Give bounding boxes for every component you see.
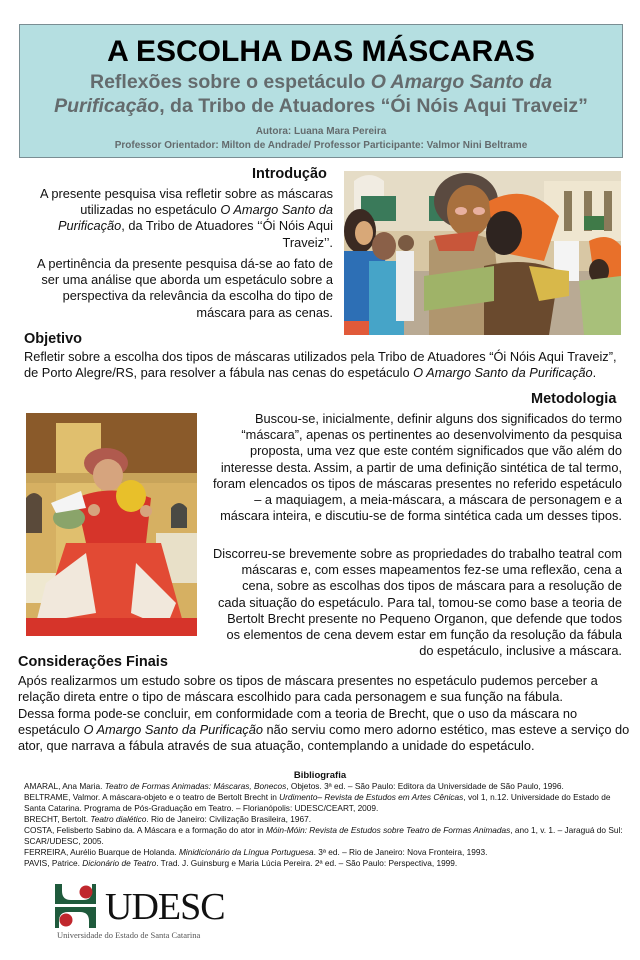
- text: , ano 1, v. 1. – Jaraguá do Sul: SCAR/UDESC, 2005.: [24, 825, 623, 846]
- heading-consideracoes-finais: Considerações Finais: [18, 654, 168, 670]
- photo-illustration: [26, 413, 197, 636]
- text: FERREIRA, Aurélio Buarque de Holanda.: [24, 847, 179, 857]
- work-title: Móin-Móin: Revista de Estudos sobre Teatro de Formas Animadas: [265, 825, 511, 835]
- text: , vol 1, n.12. Universidade do Estado de Santa Catarina. Programa de Pós-Graduação em Teatro. – Florianópolis: UDESC/CEART, 2009.: [24, 792, 611, 813]
- text: AMARAL, Ana Maria.: [24, 781, 105, 791]
- poster-title: A ESCOLHA DAS MÁSCARAS: [107, 35, 535, 68]
- text: , Objetos. 3ª ed. – São Paulo: Editora da Universidade de São Paulo, 1996.: [286, 781, 564, 791]
- objetivo-paragraph: [24, 349, 624, 381]
- play-title: O Amargo Santo da Purificação: [83, 722, 263, 738]
- text: Dessa forma pode-se concluir, em conformidade com a teoria de Brecht, que o uso da máscara no espetáculo: [18, 706, 578, 738]
- heading-introducao: Introdução: [252, 166, 327, 182]
- introducao-paragraph-2: A pertinência da presente pesquisa dá-se ao fato de ser uma análise que aborda um espetáculo sobre a perspectiva da relevância da escolha do tipo de máscara para as cenas.: [37, 256, 333, 320]
- bibliography-entry: [24, 847, 624, 858]
- subtitle-text-2: , da Tribo de Atuadores “Ói Nóis Aqui Traveiz”: [159, 95, 588, 117]
- subtitle-play-title-2: Purificação: [54, 95, 160, 117]
- advisors-line: Professor Orientador: Milton de Andrade/ Professor Participante: Valmor Nini Beltrame: [114, 140, 528, 151]
- bibliography-entry: [24, 792, 624, 814]
- poster-subtitle: [20, 70, 622, 118]
- udesc-emblem-icon: [55, 884, 99, 928]
- text: , da Tribo de Atuadores ‘‘Ói Nóis Aqui Traveiz’’.: [121, 218, 333, 250]
- red-costume-performer-photo: [26, 413, 197, 636]
- bibliography-entry: [24, 858, 624, 869]
- text: BRECHT, Bertolt.: [24, 814, 91, 824]
- work-title: Urdimento– Revista de Estudos em Artes Cênicas: [279, 792, 464, 802]
- text: Refletir sobre a escolha dos tipos de máscaras utilizados pela Tribo de Atuadores “Ói Nóis Aqui Traveiz”, de Porto Alegre/RS, para resolver a fábula nas cenas do espetáculo: [24, 349, 617, 381]
- text: . 3ª ed. – Rio de Janeiro: Nova Fronteira, 1993.: [313, 847, 488, 857]
- work-title: Teatro de Formas Animadas: Máscaras, Bonecos: [104, 781, 287, 791]
- metodologia-paragraph-2: Discorreu-se brevemente sobre as propriedades do trabalho teatral com máscaras e, com esses mapeamentos fez-se uma reflexão, cena a cena, sobre as escolhas dos tipos de máscara para a resolução de cada situação do espetáculo. Para tal, tomou-se como base a teoria de Bertolt Brecht presente no Pequeno Organon, que defende que todos os elementos de cena devem estar em função da resolução da fábula do espetáculo, inclusive a máscara.: [212, 546, 622, 659]
- heading-bibliografia: Bibliografia: [293, 770, 347, 781]
- photo-illustration: [344, 171, 621, 335]
- udesc-wordmark: UDESC: [105, 886, 225, 928]
- work-title: Teatro dialético: [90, 814, 147, 824]
- text: A presente pesquisa visa refletir sobre as máscaras utilizadas no espetáculo: [39, 186, 333, 218]
- udesc-full-name: Universidade do Estado de Santa Catarina: [57, 930, 201, 940]
- subtitle-text: Reflexões sobre o espetáculo: [90, 71, 371, 93]
- heading-objetivo: Objetivo: [24, 331, 83, 347]
- subtitle-play-title: O Amargo Santo da: [370, 71, 552, 93]
- text: . Trad. J. Guinsburg e Maria Lúcia Pereira. 2ª ed. – São Paulo: Perspectiva, 1999.: [156, 858, 458, 868]
- consideracoes-paragraph-2: [18, 706, 630, 755]
- text: BELTRAME, Valmor. A máscara-objeto e o teatro de Bertolt Brecht in: [24, 792, 280, 802]
- text: não serviu como mero adorno estético, mas esteve a serviço do ator, que narrava a fábula através de sua atuação, contemplando a unidade do espetáculo.: [18, 722, 630, 754]
- heading-metodologia: Metodologia: [531, 391, 617, 407]
- author-line: Autora: Luana Mara Pereira: [255, 126, 387, 137]
- bibliography-entry: [24, 814, 624, 825]
- poster-header: [19, 24, 623, 158]
- text: PAVIS, Patrice.: [24, 858, 83, 868]
- masked-performers-photo: [344, 171, 621, 335]
- text: .: [592, 365, 597, 381]
- work-title: Dicionário de Teatro: [82, 858, 157, 868]
- bibliography-entry: [24, 825, 624, 847]
- introducao-paragraph-1: [18, 186, 333, 251]
- consideracoes-paragraph-1: Após realizarmos um estudo sobre os tipos de máscara presentes no espetáculo pudemos perceber a relação direta entre o tipo de máscara escolhido para cada personagem e sua função na fábula.: [18, 673, 598, 705]
- play-title: O Amargo Santo da Purificação: [57, 202, 333, 234]
- bibliography-list: [24, 781, 624, 869]
- work-title: Minidicionário da Língua Portuguesa: [178, 847, 314, 857]
- bibliography-entry: [24, 781, 624, 792]
- text: COSTA, Felisberto Sabino da. A Máscara e a formação do ator in: [24, 825, 266, 835]
- text: . Rio de Janeiro: Civilização Brasileira, 1967.: [146, 814, 312, 824]
- play-title: O Amargo Santo da Purificação: [413, 365, 593, 381]
- metodologia-paragraph-1: Buscou-se, inicialmente, definir alguns dos significados do termo “máscara”, apenas os pertinentes ao desenvolvimento da pesquisa proposta, uma vez que este contém significados que vão além do interesse desta. Assim, a partir de uma definição sintética de tal termo, foram elencados os tipos de máscaras presentes no referido espetáculo – a maquiagem, a meia-máscara, a máscara de personagem e a máscara inteira, e discutiu-se de forma sintética cada um desses tipos.: [212, 411, 622, 524]
- udesc-logo: [55, 882, 225, 952]
